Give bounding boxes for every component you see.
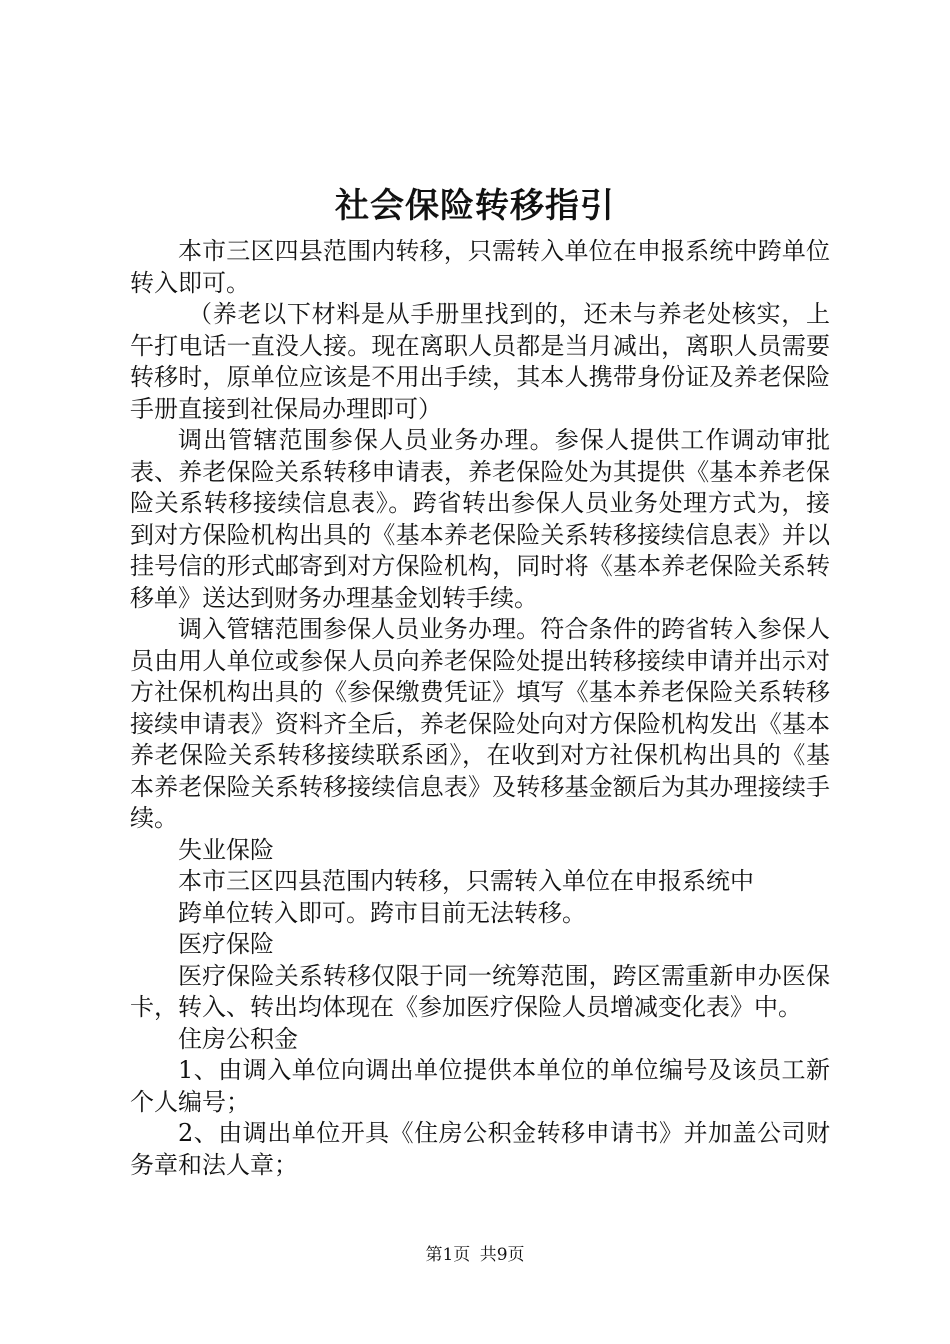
paragraph-medical: 医疗保险关系转移仅限于同一统筹范围，跨区需重新申办医保卡，转入、转出均体现在《参加医疗保险人员增减变化表》中。 [130,961,830,1021]
paragraph-unemployment-line-1: 本市三区四县范围内转移，只需转入单位在申报系统中 [178,867,754,895]
paragraph-unemployment-line-2: 跨单位转入即可。跨市目前无法转移。 [178,898,586,927]
section-heading-medical: 医疗保险 [178,930,274,958]
section-heading-unemployment: 失业保险 [178,835,274,864]
paragraph-intra-city-transfer: 本市三区四县范围内转移，只需转入单位在申报系统中跨单位转入即可。 [130,237,830,297]
paragraph-pension-note: （养老以下材料是从手册里找到的，还未与养老处核实，上午打电话一直没人接。现在离职人员都是当月减出，离职人员需要转移时，原单位应该是不用出手续，其本人携带身份证及养老保险手册直接到社保局办理即可） [130,300,830,423]
page-footer [0,1243,950,1267]
paragraph-transfer-in: 调入管辖范围参保人员业务办理。符合条件的跨省转入参保人员由用人单位或参保人员向养老保险处提出转移接续申请并出示对方社保机构出具的《参保缴费凭证》填写《基本养老保险关系转移接续申请表》资料齐全后，养老保险处向对方保险机构发出《基本养老保险关系转移接续联系函》，在收到对方社保机构出具的《基本养老保险关系转移接续信息表》及转移基金额后为其办理接续手续。 [130,615,830,832]
list-item-housing-fund-2: 2、由调出单位开具《住房公积金转移申请书》并加盖公司财务章和法人章； [130,1119,830,1179]
list-item-housing-fund-1: 1、由调入单位向调出单位提供本单位的单位编号及该员工新个人编号； [130,1056,830,1116]
page-number: 第1页 [425,1245,471,1265]
page-total: 共9页 [479,1245,525,1265]
paragraph-transfer-out: 调出管辖范围参保人员业务办理。参保人提供工作调动审批表、养老保险关系转移申请表，养老保险处为其提供《基本养老保险关系转移接续信息表》。跨省转出参保人员业务处理方式为，接到对方保险机构出具的《基本养老保险关系转移接续信息表》并以挂号信的形式邮寄到对方保险机构，同时将《基本养老保险关系转移单》送达到财务办理基金划转手续。 [130,426,830,612]
section-heading-housing-fund: 住房公积金 [178,1024,298,1053]
document-body [130,236,830,1181]
document-title: 社会保险转移指引 [335,186,615,226]
